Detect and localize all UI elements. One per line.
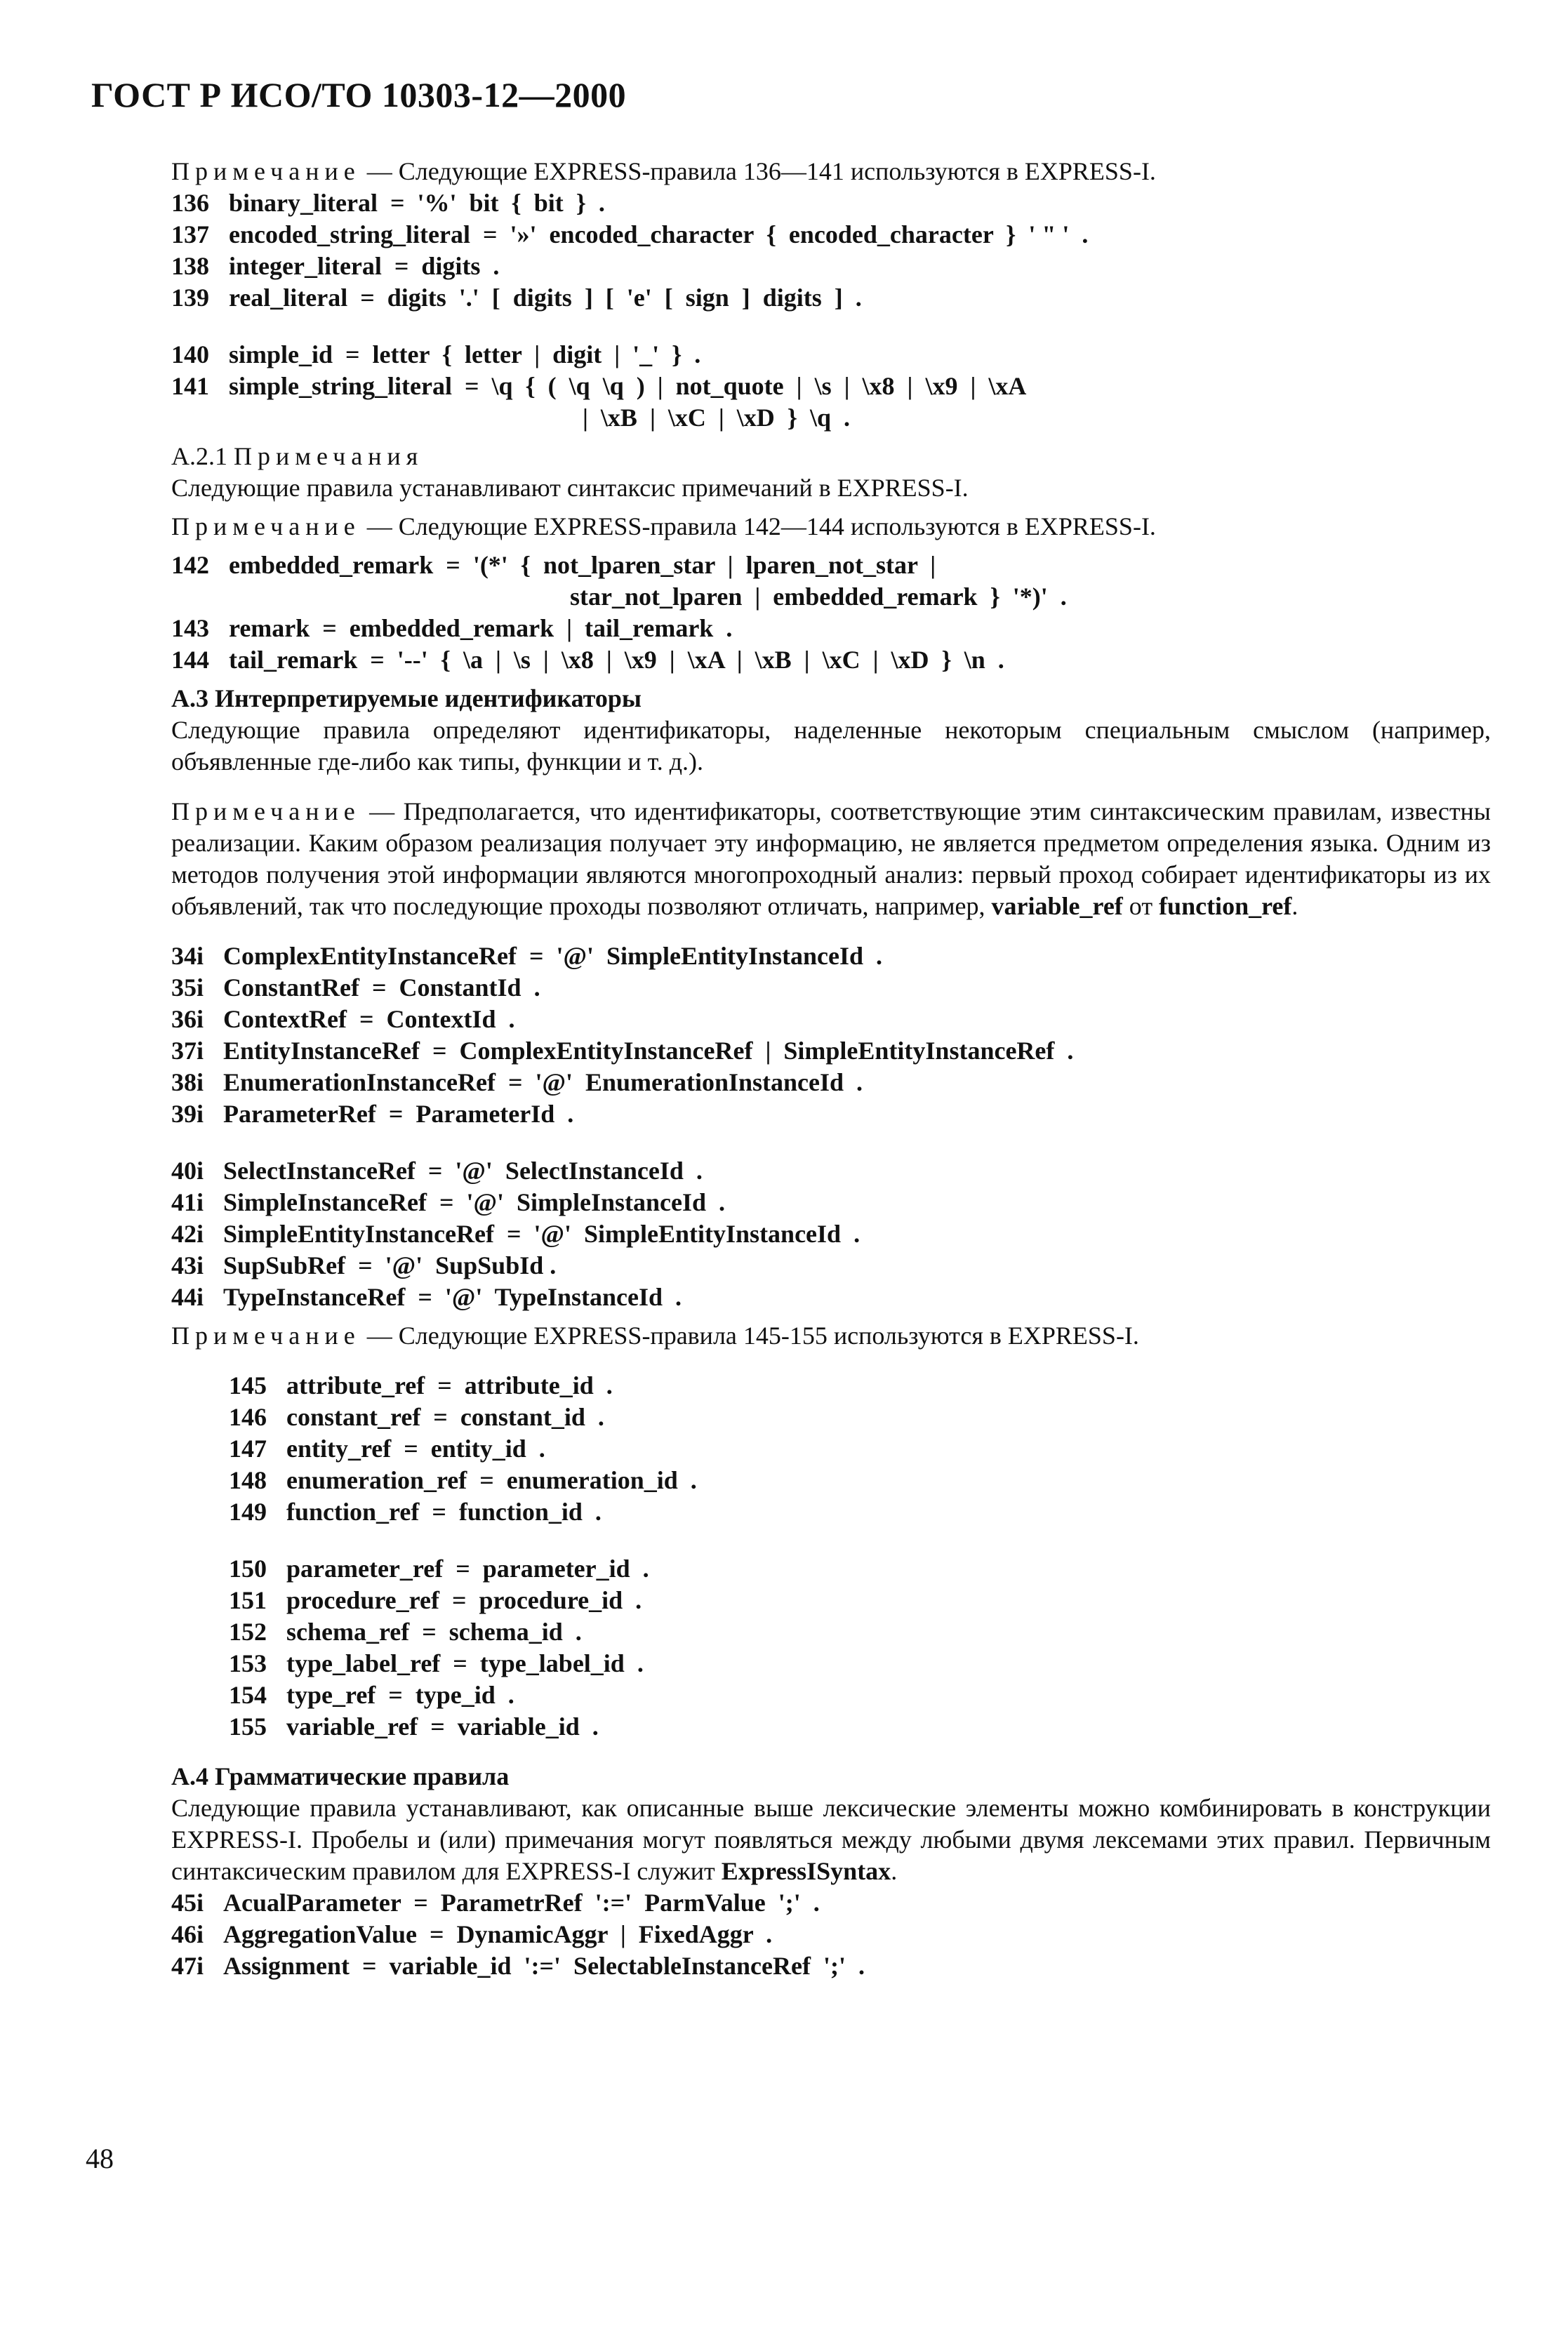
note-bold-term: variable_ref [991,892,1123,920]
rule-text: star_not_lparen | embedded_remark } '*)' . [229,583,1067,611]
rule-line [171,1155,1491,1187]
note-label: Примечание [171,1322,361,1350]
rule-text: AggregationValue = DynamicAggr | FixedAggr . [223,1920,773,1948]
rule-number: 142 [171,551,209,579]
rule-line [229,1465,1491,1496]
rule-line [229,1616,1491,1648]
rule-line [171,339,1491,371]
rule-line [171,1218,1491,1250]
rule-line [171,613,1491,644]
rules-34i-39i [171,940,1491,1130]
rule-text: binary_literal = '%' bit { bit } . [229,189,605,217]
rule-text: simple_string_literal = \q { ( \q \q ) | not_quote | \s | \x8 | \x9 | \xA [229,372,1027,400]
section-a21-title [171,441,1491,472]
rule-number: 35i [171,973,204,1002]
note-label: Примечание [171,157,361,185]
rule-line [229,1679,1491,1711]
rule-text: SimpleInstanceRef = '@' SimpleInstanceId . [223,1188,726,1216]
rule-number: 138 [171,252,209,280]
rule-number: 36i [171,1005,204,1033]
rule-line [229,1402,1491,1433]
rule-text: simple_id = letter { letter | digit | '_' } . [229,340,701,368]
rule-number: 154 [229,1681,267,1709]
rule-line [171,1950,1491,1982]
page-content [171,156,1491,1982]
rule-line [171,550,1491,581]
rule-line [171,644,1491,676]
note-text: — Предполагается, что идентификаторы, соответствующие этим синтаксическим правилам, известны реализации. Каким образом реализация получает эту информацию, не является предметом определения языка. Одним из методов получения этой информации являются многопроходный анализ: первый проход собирает идентификаторы из их объявлений, так что последующие проходы позволяют отличать, например, [171,797,1491,920]
rule-number: 144 [171,646,209,674]
rule-line [171,402,1491,434]
section-a4-title: A.4 Грамматические правила [171,1762,510,1790]
rule-number: 137 [171,220,209,248]
rule-text: ComplexEntityInstanceRef = '@' SimpleEntityInstanceId . [223,942,883,970]
rule-number: 139 [171,284,209,312]
rule-number: 150 [229,1555,267,1583]
rule-number: 34i [171,942,204,970]
rule-text: ParameterRef = ParameterId . [223,1100,574,1128]
section-a21-text: Следующие правила устанавливают синтаксис примечаний в EXPRESS-I. [171,474,969,502]
note-text: от [1122,892,1160,920]
rule-text: tail_remark = '--' { \a | \s | \x8 | \x9 | \xA | \xB | \xC | \xD } \n . [229,646,1004,674]
rule-text: function_ref = function_id . [286,1498,602,1526]
rule-number: 41i [171,1188,204,1216]
page-number: 48 [86,2143,114,2174]
rule-line [171,1887,1491,1919]
rule-text: schema_ref = schema_id . [286,1618,582,1646]
rule-number: 151 [229,1586,267,1614]
note-142-144 [171,511,1491,543]
rule-line [229,1553,1491,1585]
rule-number [171,581,229,613]
rule-line [171,219,1491,251]
rule-number: 145 [229,1371,267,1399]
section-a4-bold-term: ExpressISyntax [721,1857,891,1885]
rule-text: TypeInstanceRef = '@' TypeInstanceId . [223,1283,682,1311]
rule-number: 146 [229,1403,267,1431]
rule-line [229,1433,1491,1465]
rule-number: 47i [171,1952,204,1980]
rules-136-139 [171,187,1491,314]
rule-line [171,1282,1491,1313]
rule-line [229,1711,1491,1743]
rule-text: variable_ref = variable_id . [286,1712,599,1741]
rules-40i-44i [171,1155,1491,1313]
rule-text: remark = embedded_remark | tail_remark . [229,614,733,642]
section-heading: Примечания [234,442,424,470]
rule-text: Assignment = variable_id ':=' SelectableInstanceRef ';' . [223,1952,865,1980]
rule-text: | \xB | \xC | \xD } \q . [229,404,851,432]
section-a3-text: Следующие правила определяют идентификаторы, наделенные некоторым специальным смыслом (например, объявленные где-либо как типы, функции и т. д.). [171,716,1491,776]
rule-text: constant_ref = constant_id . [286,1403,604,1431]
rule-number: 40i [171,1157,204,1185]
rule-text: SelectInstanceRef = '@' SelectInstanceId . [223,1157,703,1185]
rule-text: real_literal = digits '.' [ digits ] [ 'e' [ sign ] digits ] . [229,284,862,312]
rule-number: 45i [171,1889,204,1917]
rule-line [229,1496,1491,1528]
rule-line [171,972,1491,1004]
note-label: Примечание [171,797,361,825]
rule-text: type_label_ref = type_label_id . [286,1649,644,1677]
note-identifiers [171,796,1491,922]
section-a4-end: . [891,1857,898,1885]
rules-145-149 [229,1370,1491,1528]
rule-number: 152 [229,1618,267,1646]
rule-text: ConstantRef = ConstantId . [223,973,540,1002]
rule-number: 42i [171,1220,204,1248]
rule-text: EnumerationInstanceRef = '@' EnumerationInstanceId . [223,1068,863,1096]
rule-line [229,1370,1491,1402]
rule-text: parameter_ref = parameter_id . [286,1555,649,1583]
rule-text: EntityInstanceRef = ComplexEntityInstanceRef | SimpleEntityInstanceRef . [223,1037,1074,1065]
rule-line [171,1098,1491,1130]
rule-line [229,1585,1491,1616]
rule-text: ContextRef = ContextId . [223,1005,515,1033]
rule-line [171,1067,1491,1098]
section-number: A.2.1 [171,442,227,470]
rule-number: 153 [229,1649,267,1677]
rule-line [171,187,1491,219]
rule-line [229,1648,1491,1679]
rule-line [171,1187,1491,1218]
rule-number: 141 [171,372,209,400]
rule-number: 136 [171,189,209,217]
rule-line [171,1004,1491,1035]
rules-150-155 [229,1553,1491,1743]
rule-number: 44i [171,1283,204,1311]
rule-number [171,402,229,434]
rule-number: 43i [171,1251,204,1279]
note-text: — Следующие EXPRESS-правила 142—144 используются в EXPRESS-I. [360,512,1156,540]
rule-line [171,1035,1491,1067]
rule-line [171,282,1491,314]
rule-text: SupSubRef = '@' SupSubId . [223,1251,557,1279]
rule-text: type_ref = type_id . [286,1681,514,1709]
note-text: — Следующие EXPRESS-правила 145-155 используются в EXPRESS-I. [360,1322,1139,1350]
rule-line [171,1250,1491,1282]
section-a4-text [171,1792,1491,1887]
rules-140-141 [171,339,1491,434]
rule-text: attribute_ref = attribute_id . [286,1371,613,1399]
page-header: ГОСТ Р ИСО/ТО 10303-12—2000 [91,75,627,114]
rule-text: enumeration_ref = enumeration_id . [286,1466,697,1494]
rule-number: 143 [171,614,209,642]
section-a3-title: A.3 Интерпретируемые идентификаторы [171,684,642,712]
section-a4-body: Следующие правила устанавливают, как описанные выше лексические элементы можно комбинировать в конструкции EXPRESS-I. Пробелы и (или) примечания могут появляться между любыми двумя лексемами этих правил. Первичным синтаксическим правилом для EXPRESS-I служит [171,1794,1491,1885]
rule-line [171,581,1491,613]
rule-number: 149 [229,1498,267,1526]
note-text: — Следующие EXPRESS-правила 136—141 используются в EXPRESS-I. [360,157,1156,185]
rule-text: encoded_string_literal = '»' encoded_character { encoded_character } ' " ' . [229,220,1089,248]
rule-text: AcualParameter = ParametrRef ':=' ParmValue ';' . [223,1889,820,1917]
note-text: . [1291,892,1298,920]
rule-text: procedure_ref = procedure_id . [286,1586,642,1614]
rule-number: 140 [171,340,209,368]
rule-line [171,940,1491,972]
rule-number: 37i [171,1037,204,1065]
rule-number: 148 [229,1466,267,1494]
rule-line [171,251,1491,282]
note-bold-term: function_ref [1159,892,1292,920]
rules-45i-47i [171,1887,1491,1982]
rule-text: embedded_remark = '(*' { not_lparen_star | lparen_not_star | [229,551,936,579]
rule-text: integer_literal = digits . [229,252,500,280]
rule-line [171,1919,1491,1950]
rule-text: entity_ref = entity_id . [286,1435,545,1463]
rule-line [171,371,1491,402]
note-145-155 [171,1320,1491,1352]
rule-number: 147 [229,1435,267,1463]
rule-number: 39i [171,1100,204,1128]
rule-number: 46i [171,1920,204,1948]
rule-number: 155 [229,1712,267,1741]
rule-text: SimpleEntityInstanceRef = '@' SimpleEntityInstanceId . [223,1220,861,1248]
note-label: Примечание [171,512,361,540]
rules-142-144 [171,550,1491,676]
note-136-141 [171,156,1491,187]
rule-number: 38i [171,1068,204,1096]
